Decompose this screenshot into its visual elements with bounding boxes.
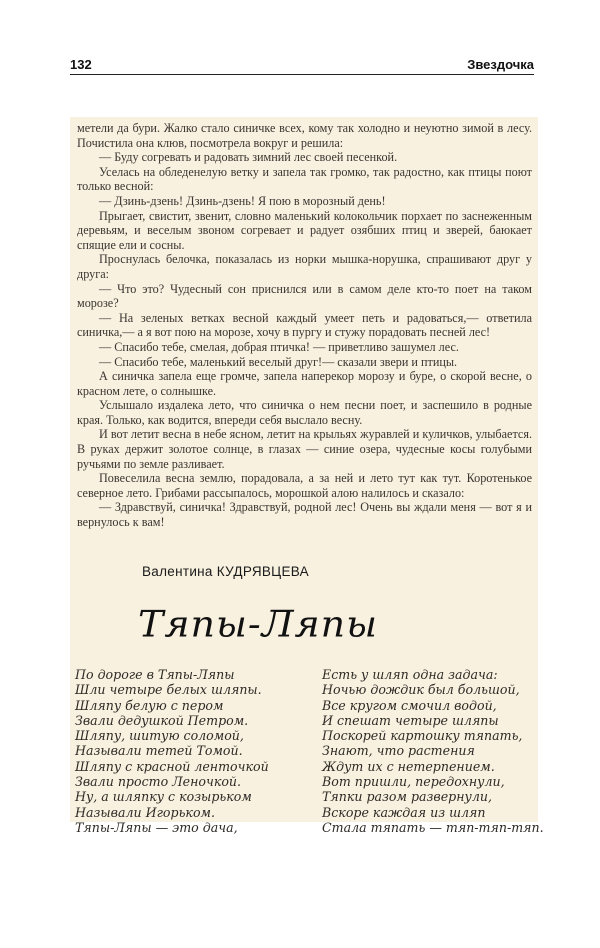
poem-right-column — [322, 667, 544, 835]
poem-line: Называли Игорьком. — [75, 804, 215, 820]
page-number: 132 — [70, 57, 92, 72]
poem-line: Знают, что растения — [322, 743, 475, 759]
poem-line: Все кругом смочил водой, — [322, 697, 497, 713]
poem-line: По дороге в Тяпы-Ляпы — [75, 667, 235, 682]
poem-line: Шляпу белую с пером — [75, 697, 224, 713]
paragraph: — На зеленых ветках весной каждый умеет петь и радоваться,— ответила синичка,— а я вот пою на морозе, хочу в пургу и стужу порадовать песней лес! — [77, 310, 532, 340]
paragraph: Прыгает, свистит, звенит, словно маленький колокольчик порхает по заснеженным деревьям, и веселым звоном согревает и радует озябших птиц и зверей, баюкает спящие ели и сосны. — [77, 208, 532, 252]
poem-title: Тяпы-Ляпы — [138, 603, 379, 645]
poem-line: Шляпу с красной ленточкой — [75, 758, 269, 774]
paragraph: Повеселила весна землю, порадовала, а за ней и лето тут как тут. Коротенькое северное лето. Грибами рассыпалось, морошкой алою налилось и сказало: — [77, 471, 532, 500]
poem-line: Поскорей картошку тяпать, — [322, 728, 523, 744]
paragraph: Уселась на обледенелую ветку и запела так громко, так радостно, как птицы поют только весной: — [77, 164, 532, 194]
paragraph: метели да бури. Жалко стало синичке всех, кому так холодно и неуютно зимой в лесу. Почистила она клюв, посмотрела вокруг и решила: — [77, 121, 532, 150]
paragraph: — Здравствуй, синичка! Здравствуй, родной лес! Очень вы ждали меня — вот я и вернулось к вам! — [77, 500, 532, 530]
paragraph: — Буду согревать и радовать зимний лес своей песенкой. — [99, 150, 398, 165]
paragraph: А синичка запела еще громче, запела наперекор морозу и буре, о скорой весне, о красном лете, о солнышке. — [77, 369, 532, 398]
paragraph: — Спасибо тебе, смелая, добрая птичка! — приветливо зашумел лес. — [99, 339, 459, 354]
poem-line: Звали просто Леночкой. — [75, 774, 242, 790]
poem-line: Ночью дождик был большой, — [322, 682, 520, 698]
poem-line: Шли четыре белых шляпы. — [75, 682, 262, 698]
poem-line: Тяпки разом развернули, — [322, 789, 492, 805]
paragraph: — Дзинь-дзень! Дзинь-дзень! Я пою в морозный день! — [99, 193, 386, 208]
poem-line: Стала тяпать — тяп-тяп-тяп. — [322, 819, 544, 835]
poem-line: Вскоре каждая из шляп — [322, 804, 486, 820]
poem-line: Есть у шляп одна задача: — [322, 667, 498, 682]
poem-line: Шляпу, шитую соломой, — [75, 728, 244, 744]
poem-line: Звали дедушкой Петром. — [75, 712, 249, 728]
poem-line: И спешат четыре шляпы — [322, 712, 499, 728]
poem-line: Тяпы-Ляпы — это дача, — [75, 819, 238, 835]
poem-author: Валентина КУДРЯВЦЕВА — [142, 564, 309, 579]
paragraph: — Спасибо тебе, маленький веселый друг!— сказали звери и птицы. — [99, 354, 458, 369]
poem-line: Ждут их с нетерпением. — [322, 758, 495, 774]
poem-line: Вот пришли, передохнули, — [322, 774, 505, 790]
running-title: Звездочка — [467, 57, 534, 72]
story-text — [77, 121, 532, 530]
page-header — [70, 54, 534, 75]
poem-left-column — [75, 667, 269, 835]
paragraph: И вот летит весна в небе ясном, летит на крыльях журавлей и куличков, улыбается. В руках держит золотое солнце, в глазах — синие озера, чудесные косы голубыми ручьями по земле разливает. — [77, 427, 532, 471]
poem-line: Называли тетей Томой. — [75, 743, 243, 759]
paragraph: Проснулась белочка, показалась из норки мышка-норушка, спрашивают друг у друга: — [77, 252, 532, 281]
paragraph: — Что это? Чудесный сон приснился или в самом деле кто-то поет на таком морозе? — [77, 281, 532, 311]
poem-line: Ну, а шляпку с козырьком — [75, 789, 252, 805]
paragraph: Услышало издалека лето, что синичка о нем песни поет, и заспешило в родные края. Только, как водится, впереди себя выслало весну. — [77, 398, 532, 427]
